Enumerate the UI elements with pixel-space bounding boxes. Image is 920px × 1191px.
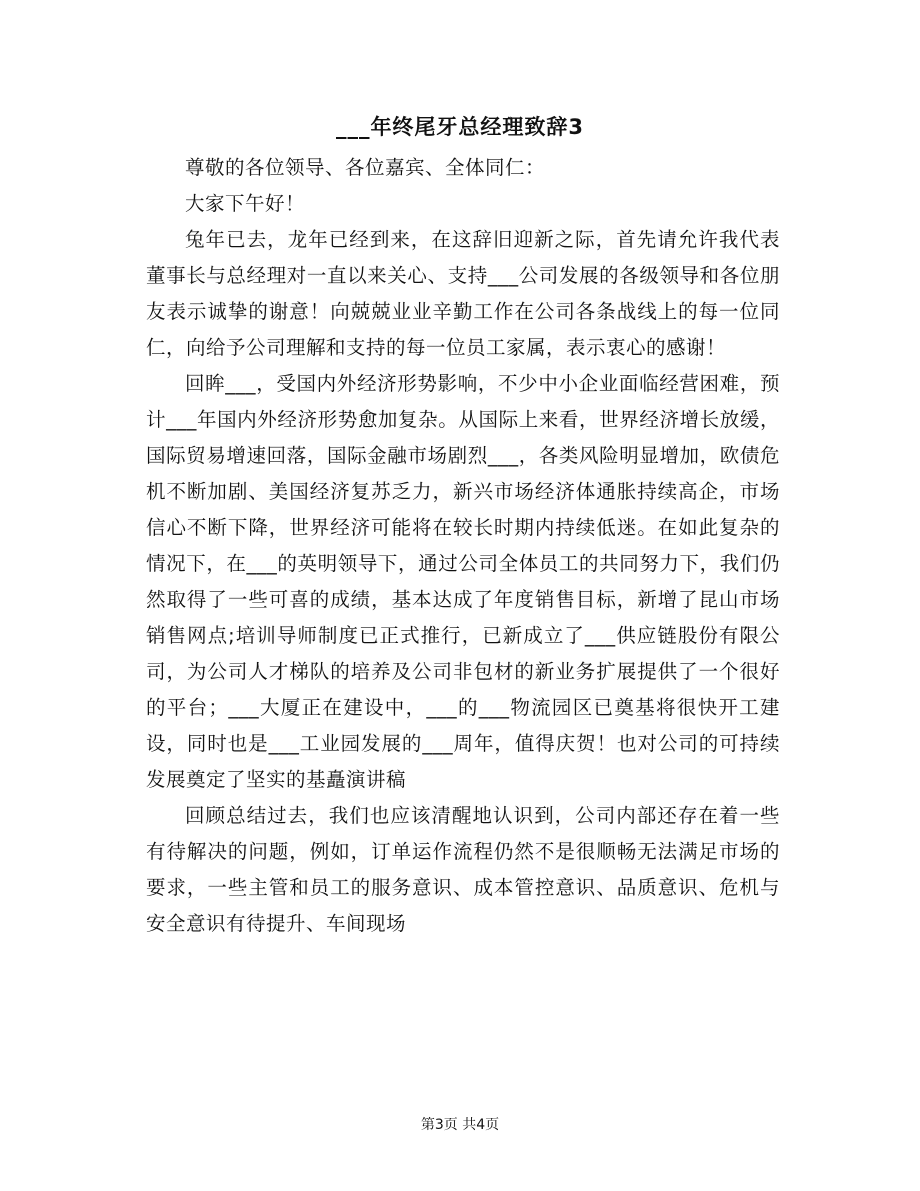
review-paragraph: 回眸___，受国内外经济形势影响，不少中小企业面临经营困难，预计___年国内外经济形势愈加复杂。从国际上来看，世界经济增长放缓，国际贸易增速回落，国际金融市场剧烈___，各类风险明显增加，欧债危机不断加剧、美国经济复苏乏力，新兴市场经济体通胀持续高企，市场信心不断下降，世界经济可能将在较长时期内持续低迷。在如此复杂的情况下，在___的英明领导下，通过公司全体员工的共同努力下，我们仍然取得了一些可喜的成绩，基本达成了年度销售目标，新增了昆山市场销售网点;培训导师制度已正式推行，已新成立了___供应链股份有限公司，为公司人才梯队的培养及公司非包材的新业务扩展提供了一个很好的平台；___大厦正在建设中，___的___物流园区已奠基将很快开工建设，同时也是___工业园发展的___周年，值得庆贺！也对公司的可持续发展奠定了坚实的基矗演讲稿: [146, 372, 780, 791]
thanks-paragraph: 兔年已去，龙年已经到来，在这辞旧迎新之际，首先请允许我代表董事长与总经理对一直以来关心、支持___公司发展的各级领导和各位朋友表示诚挚的谢意！向兢兢业业辛勤工作在公司各条战线上的每一位同仁，向给予公司理解和支持的每一位员工家属，表示衷心的感谢！: [146, 228, 780, 359]
document-title: ___年终尾牙总经理致辞3: [335, 115, 585, 139]
greeting-paragraph: 大家下午好！: [185, 192, 306, 215]
problems-paragraph: 回顾总结过去，我们也应该清醒地认识到，公司内部还存在着一些有待解决的问题，例如，订单运作流程仍然不是很顺畅无法满足市场的要求，一些主管和员工的服务意识、成本管控意识、品质意识、危机与安全意识有待提升、车间现场: [146, 804, 780, 935]
page-number: 第3页 共4页: [420, 1117, 500, 1133]
salutation-paragraph: 尊敬的各位领导、各位嘉宾、全体同仁：: [185, 156, 546, 179]
document-body: [146, 150, 780, 942]
